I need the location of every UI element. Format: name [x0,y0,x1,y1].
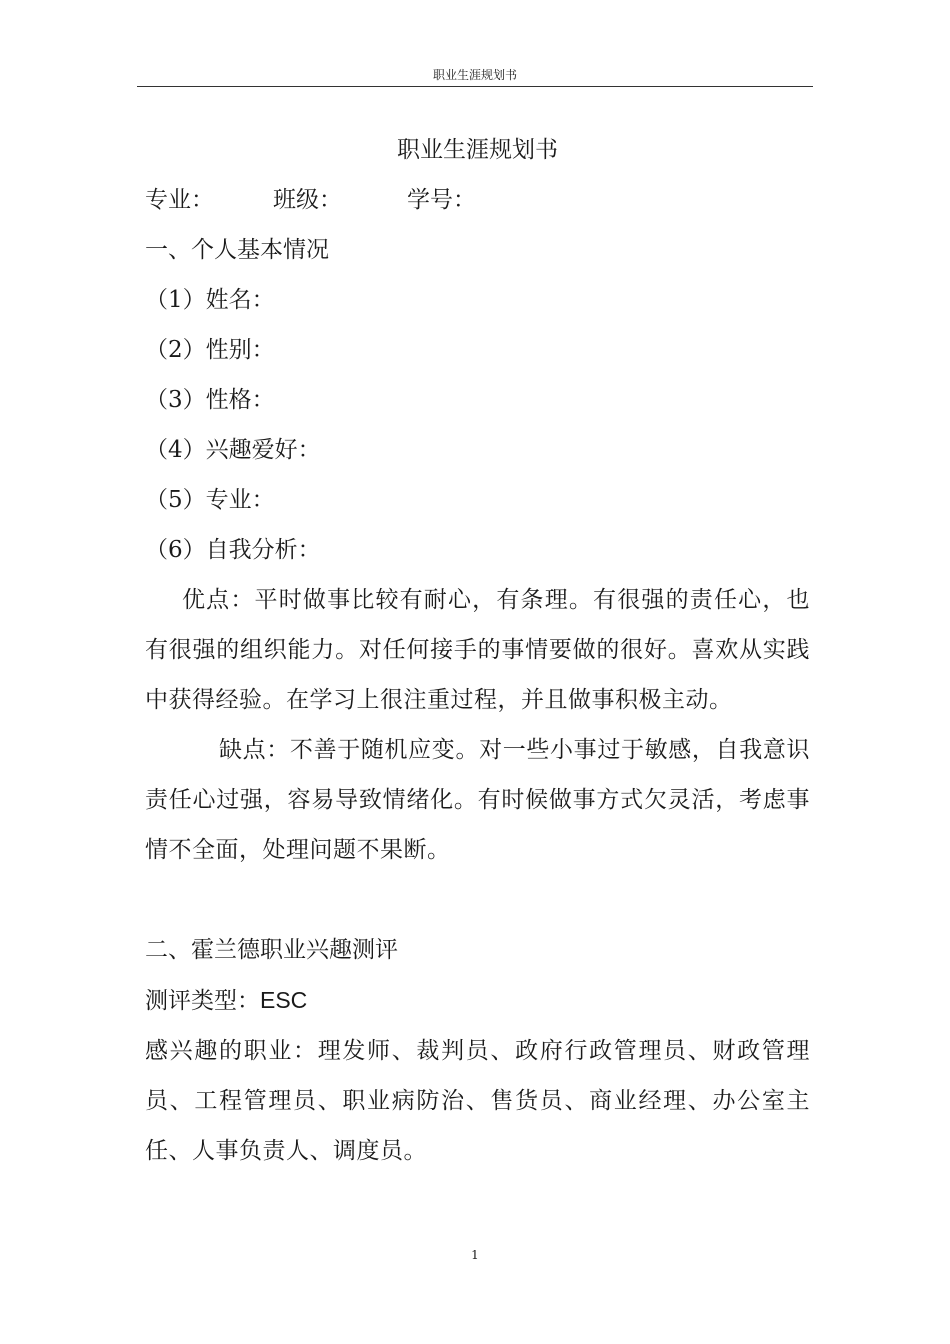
running-header: 职业生涯规划书 [137,66,813,87]
item-gender: （2）性别： [145,337,275,363]
careers-paragraph: 感兴趣的职业：理发师、裁判员、政府行政管理员、财政管理员、工程管理员、职业病防治、售货员、商业经理、办公室主任、人事负责人、调度员。 [145,1038,810,1164]
class-label: 班级： [273,187,342,213]
item-name: （1）姓名： [145,287,275,313]
document-body [145,125,810,1176]
item-hobbies: （4）兴趣爱好： [145,437,321,463]
item-major: （5）专业： [145,487,275,513]
section1-heading: 一、个人基本情况 [145,237,329,263]
major-label: 专业： [145,187,214,213]
strengths-paragraph: 优点：平时做事比较有耐心，有条理。有很强的责任心，也有很强的组织能力。对任何接手的事情要做的很好。喜欢从实践中获得经验。在学习上很注重过程，并且做事积极主动。 [145,587,810,713]
paragraph-spacer [145,875,810,925]
item-self-analysis: （6）自我分析： [145,537,321,563]
page-number: 1 [471,1248,479,1262]
student-info-row [145,175,810,225]
document-title: 职业生涯规划书 [397,137,558,163]
weaknesses-paragraph: 缺点：不善于随机应变。对一些小事过于敏感，自我意识责任心过强，容易导致情绪化。有时候做事方式欠灵活，考虑事情不全面，处理问题不果断。 [145,737,810,863]
test-type-value: ESC [260,987,308,1013]
test-type-label: 测评类型： [145,988,260,1014]
section2-heading: 二、霍兰德职业兴趣测评 [145,937,398,963]
student-id-label: 学号： [407,187,476,213]
test-type-row [145,975,810,1026]
item-personality: （3）性格： [145,387,275,413]
